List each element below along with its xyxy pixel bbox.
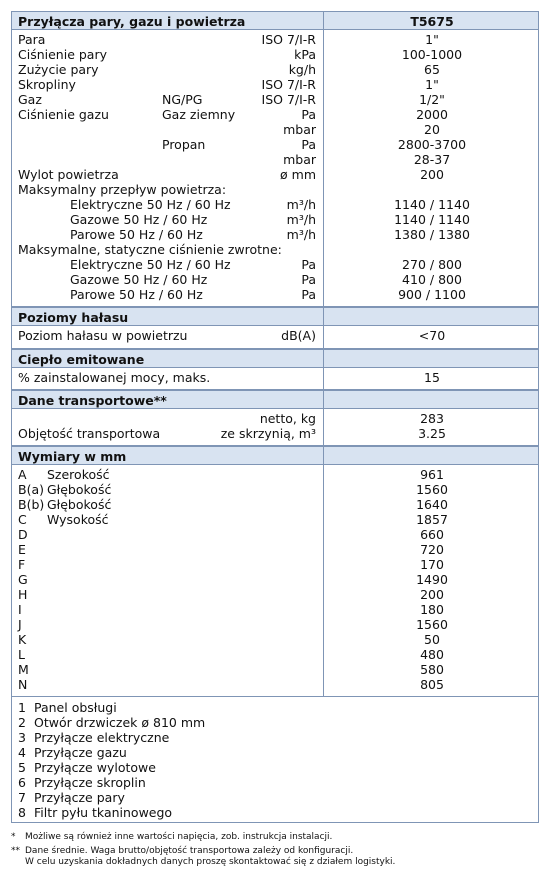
- section-title: Wymiary w mm: [18, 449, 127, 464]
- spec-label: Ciśnienie gazu: [18, 107, 109, 122]
- spec-row: [12, 467, 538, 482]
- spec-sublabel: Głębokość: [47, 497, 112, 512]
- spec-value: 580: [420, 662, 444, 677]
- spec-value: 20: [424, 122, 440, 137]
- spec-label: B(a): [18, 482, 44, 497]
- legend-item: [12, 730, 538, 745]
- legend-text: Przyłącze elektryczne: [34, 730, 170, 745]
- spec-unit: Pa: [301, 272, 316, 287]
- spec-row: [12, 426, 538, 441]
- spec-row: [12, 287, 538, 302]
- spec-value: 283: [420, 411, 444, 426]
- spec-row: [12, 632, 538, 647]
- legend-text: Przyłącze wylotowe: [34, 760, 156, 775]
- legend-number: 6: [18, 775, 26, 790]
- column-divider: [323, 390, 324, 409]
- model-header: T5675: [410, 14, 454, 29]
- spec-value: 1": [425, 32, 439, 47]
- spec-label: B(b): [18, 497, 45, 512]
- spec-unit: ISO 7/I-R: [261, 32, 316, 47]
- spec-row: [12, 32, 538, 47]
- legend-item: [12, 745, 538, 760]
- spec-label: Gazowe 50 Hz / 60 Hz: [70, 212, 208, 227]
- spec-label: % zainstalowanej mocy, maks.: [18, 370, 211, 385]
- spec-label: Ciśnienie pary: [18, 47, 107, 62]
- spec-row: [12, 602, 538, 617]
- spec-row: [12, 227, 538, 242]
- spec-label: Maksymalne, statyczne ciśnienie zwrotne:: [18, 242, 282, 257]
- spec-row: [12, 272, 538, 287]
- legend-box: [11, 697, 539, 823]
- spec-row: [12, 167, 538, 182]
- legend-number: 1: [18, 700, 26, 715]
- section-title: Ciepło emitowane: [18, 352, 145, 367]
- spec-label: Poziom hałasu w powietrzu: [18, 328, 188, 343]
- spec-label: F: [18, 557, 26, 572]
- spec-unit: kg/h: [288, 62, 316, 77]
- spec-row: [12, 92, 538, 107]
- spec-value: 50: [424, 632, 440, 647]
- spec-row: [12, 557, 538, 572]
- spec-label: L: [18, 647, 25, 662]
- spec-row: [12, 107, 538, 122]
- legend-item: [12, 790, 538, 805]
- spec-value: 805: [420, 677, 444, 692]
- spec-label: C: [18, 512, 27, 527]
- spec-unit: kPa: [294, 47, 316, 62]
- spec-label: Parowe 50 Hz / 60 Hz: [70, 287, 203, 302]
- legend-text: Panel obsługi: [34, 700, 117, 715]
- spec-row: [12, 242, 538, 257]
- spec-label: K: [18, 632, 27, 647]
- legend-item: [12, 715, 538, 730]
- section-header: [11, 11, 539, 30]
- spec-label: Skropliny: [18, 77, 76, 92]
- spec-value: 720: [420, 542, 444, 557]
- spec-label: Zużycie pary: [18, 62, 99, 77]
- spec-label: I: [18, 602, 22, 617]
- spec-label: J: [18, 617, 22, 632]
- spec-label: D: [18, 527, 28, 542]
- spec-row: [12, 512, 538, 527]
- legend-text: Przyłącze pary: [34, 790, 125, 805]
- spec-value: 480: [420, 647, 444, 662]
- spec-unit: Pa: [301, 107, 316, 122]
- spec-row: [12, 212, 538, 227]
- legend-text: Filtr pyłu tkaninowego: [34, 805, 173, 820]
- spec-value: 1140 / 1140: [394, 212, 470, 227]
- spec-unit: m³/h: [286, 227, 316, 242]
- spec-row: [12, 497, 538, 512]
- spec-value: 65: [424, 62, 440, 77]
- spec-row: [12, 677, 538, 692]
- spec-value: 1140 / 1140: [394, 197, 470, 212]
- spec-unit: Pa: [301, 137, 316, 152]
- legend-item: [12, 700, 538, 715]
- spec-row: [12, 587, 538, 602]
- spec-value: 15: [424, 370, 440, 385]
- legend-number: 2: [18, 715, 26, 730]
- spec-row: [12, 572, 538, 587]
- spec-unit: dB(A): [281, 328, 316, 343]
- section-header: [11, 446, 539, 465]
- section-body: [11, 465, 539, 697]
- legend-text: Otwór drzwiczek ø 810 mm: [34, 715, 206, 730]
- footnote-mark: **: [11, 846, 20, 856]
- spec-label: Maksymalny przepływ powietrza:: [18, 182, 227, 197]
- spec-label: Elektryczne 50 Hz / 60 Hz: [70, 197, 231, 212]
- spec-value: 1560: [416, 617, 448, 632]
- legend-item: [12, 760, 538, 775]
- spec-value: 410 / 800: [402, 272, 462, 287]
- footnote-text: W celu uzyskania dokładnych danych proszę skontaktować się z działem logistyki.: [25, 857, 396, 867]
- spec-label: Para: [18, 32, 46, 47]
- spec-value: 180: [420, 602, 444, 617]
- spec-value: <70: [418, 328, 446, 343]
- spec-label: Wylot powietrza: [18, 167, 119, 182]
- spec-sublabel: Wysokość: [47, 512, 109, 527]
- spec-unit: m³/h: [286, 197, 316, 212]
- footnote-text: Dane średnie. Waga brutto/objętość transportowa zależy od konfiguracji.: [25, 846, 354, 856]
- spec-value: 1": [425, 77, 439, 92]
- spec-row: [12, 77, 538, 92]
- spec-unit: ø mm: [280, 167, 316, 182]
- legend-text: Przyłącze gazu: [34, 745, 127, 760]
- spec-row: [12, 482, 538, 497]
- spec-label: N: [18, 677, 28, 692]
- spec-label: Gaz: [18, 92, 42, 107]
- spec-row: [12, 617, 538, 632]
- footnotes: [11, 832, 539, 871]
- spec-sublabel: Propan: [162, 137, 206, 152]
- footnote-text: Możliwe są również inne wartości napięcia, zob. instrukcja instalacji.: [25, 832, 333, 842]
- spec-row: [12, 542, 538, 557]
- section-body: [11, 368, 539, 390]
- spec-unit: netto, kg: [259, 411, 316, 426]
- spec-label: E: [18, 542, 26, 557]
- spec-value: 660: [420, 527, 444, 542]
- spec-value: 1/2": [419, 92, 445, 107]
- spec-value: 170: [420, 557, 444, 572]
- section-header: [11, 349, 539, 368]
- column-divider: [323, 349, 324, 368]
- spec-value: 200: [420, 587, 444, 602]
- spec-label: M: [18, 662, 29, 677]
- spec-row: [12, 62, 538, 77]
- legend-text: Przyłącze skroplin: [34, 775, 146, 790]
- spec-value: 28-37: [413, 152, 451, 167]
- legend-number: 4: [18, 745, 26, 760]
- spec-row: [12, 328, 538, 343]
- spec-unit: Pa: [301, 257, 316, 272]
- section-header: [11, 307, 539, 326]
- section-title: Dane transportowe**: [18, 393, 167, 408]
- section-body: [11, 326, 539, 349]
- spec-value: 1380 / 1380: [394, 227, 470, 242]
- spec-unit: ISO 7/I-R: [261, 92, 316, 107]
- spec-row: [12, 182, 538, 197]
- spec-value: 900 / 1100: [398, 287, 466, 302]
- legend-number: 3: [18, 730, 26, 745]
- spec-value: 200: [420, 167, 444, 182]
- column-divider: [323, 446, 324, 465]
- footnote-mark: *: [11, 832, 16, 842]
- legend-number: 5: [18, 760, 26, 775]
- spec-unit: Pa: [301, 287, 316, 302]
- spec-unit: mbar: [283, 152, 316, 167]
- spec-sublabel: NG/PG: [162, 92, 203, 107]
- spec-row: [12, 137, 538, 152]
- spec-row: [12, 47, 538, 62]
- spec-row: [12, 647, 538, 662]
- section-header: [11, 390, 539, 409]
- spec-row: [12, 370, 538, 385]
- spec-value: 270 / 800: [402, 257, 462, 272]
- spec-unit: mbar: [283, 122, 316, 137]
- spec-sublabel: Gaz ziemny: [162, 107, 236, 122]
- spec-row: [12, 152, 538, 167]
- spec-value: 3.25: [418, 426, 446, 441]
- section-body: [11, 30, 539, 307]
- spec-value: 1857: [416, 512, 448, 527]
- spec-label: Parowe 50 Hz / 60 Hz: [70, 227, 203, 242]
- spec-sublabel: Głębokość: [47, 482, 112, 497]
- spec-unit: m³/h: [286, 212, 316, 227]
- spec-unit: ze skrzynią, m³: [220, 426, 316, 441]
- spec-value: 100-1000: [401, 47, 463, 62]
- spec-row: [12, 197, 538, 212]
- spec-row: [12, 662, 538, 677]
- spec-sheet: [11, 11, 539, 871]
- section-title: Poziomy hałasu: [18, 310, 129, 325]
- spec-unit: ISO 7/I-R: [261, 77, 316, 92]
- section-body: [11, 409, 539, 446]
- legend-number: 8: [18, 805, 26, 820]
- column-divider: [323, 307, 324, 326]
- spec-value: 1490: [416, 572, 448, 587]
- spec-label: H: [18, 587, 28, 602]
- spec-label: Elektryczne 50 Hz / 60 Hz: [70, 257, 231, 272]
- legend-item: [12, 805, 538, 820]
- spec-value: 961: [420, 467, 444, 482]
- spec-row: [12, 411, 538, 426]
- spec-value: 2800-3700: [397, 137, 467, 152]
- spec-sublabel: Szerokość: [47, 467, 110, 482]
- legend-number: 7: [18, 790, 26, 805]
- spec-value: 1560: [416, 482, 448, 497]
- spec-row: [12, 257, 538, 272]
- spec-value: 2000: [416, 107, 448, 122]
- spec-label: Gazowe 50 Hz / 60 Hz: [70, 272, 208, 287]
- spec-row: [12, 527, 538, 542]
- spec-label: A: [18, 467, 27, 482]
- legend-item: [12, 775, 538, 790]
- section-title: Przyłącza pary, gazu i powietrza: [18, 14, 246, 29]
- spec-label: Objętość transportowa: [18, 426, 161, 441]
- spec-row: [12, 122, 538, 137]
- spec-value: 1640: [416, 497, 448, 512]
- spec-label: G: [18, 572, 28, 587]
